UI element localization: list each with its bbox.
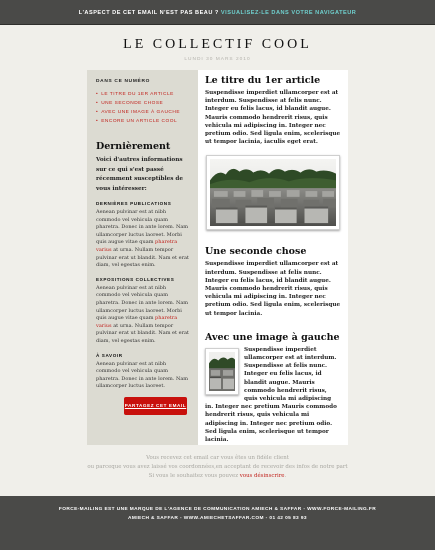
footer-line: ou parceque vous avez laissé vos coordonnées,en acceptant de recevoir des infos de notre part (87, 464, 348, 470)
memorial-photo (206, 155, 340, 230)
section-title: EXPOSITIONS COLLECTIVES (96, 276, 175, 282)
article-title[interactable]: Une seconde chose (205, 246, 307, 258)
sidebar-section (96, 201, 189, 270)
top-banner-text: L'ASPECT DE CET EMAIL N'EST PAS BEAU ? (78, 10, 219, 16)
bullet-icon: • (96, 92, 99, 97)
footer-line: Vous recevez cet email car vous êtes un fidèle client (146, 455, 289, 461)
section-text: Aenean pulvinar est at nibh commodo vel vehicula quam pharetra. Donec in ante lorem. Nam ullamcorper luctus laoreet. (96, 360, 189, 390)
unsubscribe-link[interactable]: vous désinscrire (239, 473, 285, 479)
article-1 (205, 75, 341, 230)
section-text: Aenean pulvinar est at nibh commodo vel vehicula quam pharetra. Donec in ante lorem. Nam ullamcorper luctus laoreet. Morbi quis augue vitae quam pharetra varius at urna. Nullam tempor pulvinar erat ut blandit. Nam et erat diam, vel egestas enim. (96, 209, 189, 269)
bottom-bar (0, 496, 435, 550)
toc-title: DANS CE NUMÉRO (96, 79, 151, 84)
toc-item[interactable]: • AVEC UNE IMAGE À GAUCHE (96, 110, 181, 115)
toc-item[interactable]: • UNE SECONDE CHOSE (96, 101, 164, 106)
inline-link[interactable]: pharetra varius (96, 239, 178, 253)
article-2 (205, 246, 341, 317)
section-text: Aenean pulvinar est at nibh commodo vel vehicula quam pharetra. Donec in ante lorem. Nam ullamcorper luctus laoreet. Morbi quis augue vitae quam pharetra varius at urna. Nullam tempor pulvinar erat ut blandit. Nam et erat diam, vel egestas enim. (96, 284, 189, 344)
main-content (198, 70, 348, 445)
sidebar-heading: Dernièrement (96, 141, 171, 152)
toc-item[interactable]: • ENCORE UN ARTICLE COOL (96, 119, 178, 124)
inline-link[interactable]: pharetra varius (96, 315, 178, 329)
sidebar-section (96, 353, 189, 391)
article-text: Suspendisse imperdiet ullamcorper est at interdum. Suspendisse at felis nunc. Integer eu felis lacus, id blandit augue. Mauris commodo hendrerit risus, quis vehicula mi adipiscing in. Integer nec pretium Mauris commodo hendrerit risus, quis vehicula mi adipiscing in. Integer nec pretium odio. Sed ligula enim, scelerisque ut tempor lacinia. (205, 346, 337, 444)
newsletter-title: LE COLLECTIF COOL (123, 37, 312, 52)
footer-line: Si vous le souhaitez vous pouvez vous désinscrire. (148, 473, 287, 479)
issue-date: LUNDI 30 MARS 2010 (184, 57, 251, 62)
table-of-contents (96, 90, 189, 126)
article-body (205, 346, 341, 444)
sidebar-intro: Voici d'autres informations sur ce qui s'est passé récemment susceptibles de vous intéresser: (96, 157, 184, 192)
masthead (0, 37, 435, 62)
top-banner (0, 0, 435, 25)
bullet-icon: • (96, 119, 99, 124)
agency-line[interactable]: FORCE-MAILING EST UNE MARQUE DE L'AGENCE DE COMMUNICATION AMIECH & SAFFAR - WWW.FORCE-MAILING.FR (58, 507, 377, 512)
bullet-icon: • (96, 110, 99, 115)
photo-image (209, 352, 235, 391)
article-text: Suspendisse imperdiet ullamcorper est at interdum. Suspendisse at felis nunc. Integer eu felis lacus, id blandit augue. Mauris commodo hendrerit risus, quis vehicula mi adipiscing in. Integer nec pretium odio. Sed ligula enim, scelerisque ut tempor lacinia, iaculis eget erat. (205, 90, 341, 146)
photo-image (210, 159, 336, 226)
view-in-browser-link[interactable]: VISUALISEZ-LE DANS VOTRE NAVIGATEUR (220, 10, 357, 16)
memorial-photo-small (205, 348, 239, 395)
contact-line[interactable]: AMIECH & SAFFAR - WWW.AMIECHETSAFFAR.COM - 01 42 05 83 93 (128, 516, 307, 521)
bullet-icon: • (96, 101, 99, 106)
sidebar (87, 70, 198, 445)
article-title[interactable]: Avec une image à gauche (205, 331, 340, 343)
article-title[interactable]: Le titre du 1er article (205, 75, 321, 86)
toc-item[interactable]: • LE TITRE DU 1ER ARTICLE (96, 92, 174, 97)
sidebar-section (96, 277, 189, 346)
article-text: Suspendisse imperdiet ullamcorper est at interdum. Suspendisse at felis nunc. Integer eu felis lacus, id blandit augue. Mauris commodo hendrerit risus, quis vehicula mi adipiscing in. Integer nec pretium odio. Sed ligula enim, scelerisque ut tempor lacinia. (205, 261, 341, 317)
article-3 (205, 332, 341, 444)
footer-note (0, 454, 435, 481)
section-title: À SAVOIR (96, 352, 123, 358)
share-email-button[interactable]: PARTAGEZ CET EMAIL (124, 397, 187, 415)
section-title: DERNIÈRES PUBLICATIONS (96, 201, 172, 206)
